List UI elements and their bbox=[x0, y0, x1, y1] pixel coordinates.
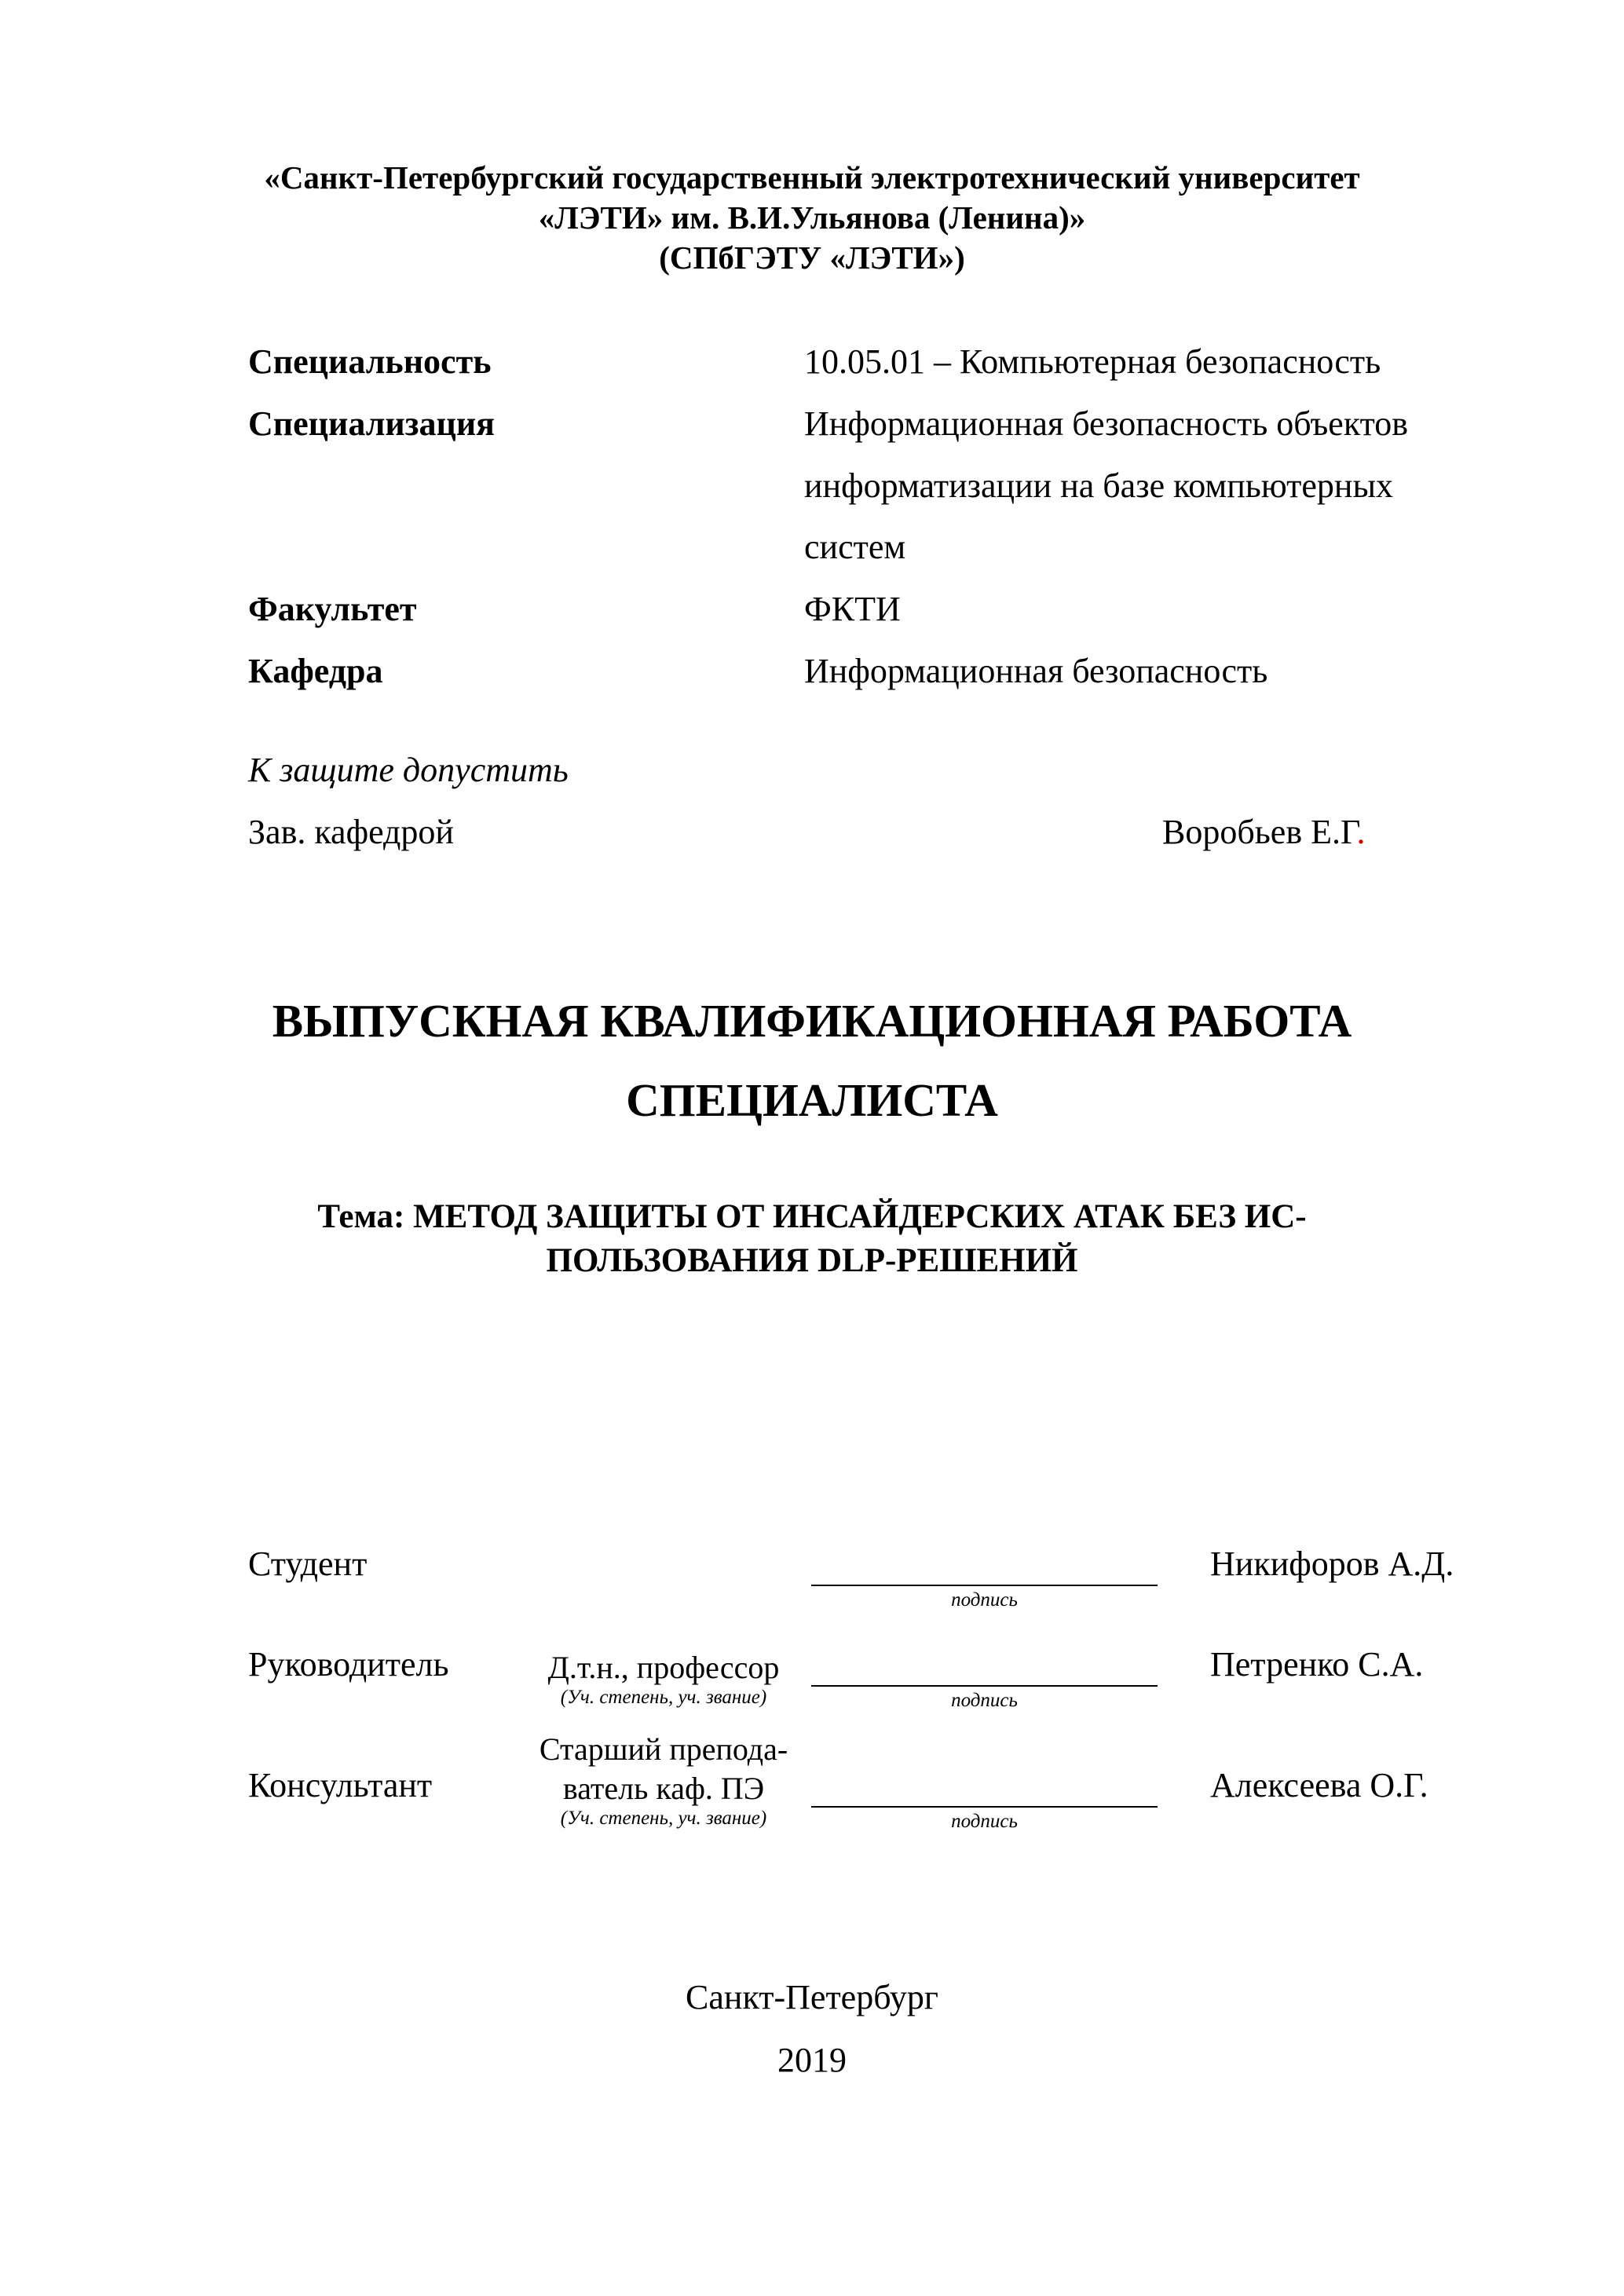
specialization-value-line1: Информационная безопасность объектов bbox=[804, 404, 1409, 443]
approval-caption: К защите допустить bbox=[248, 751, 569, 789]
head-name-dot: . bbox=[1356, 813, 1366, 851]
specialty-value: 10.05.01 – Компьютерная безопасность bbox=[804, 342, 1381, 381]
specialization-value-line3: систем bbox=[804, 528, 906, 566]
consultant-signature-line bbox=[811, 1806, 1158, 1808]
specialization-label: Специализация bbox=[248, 404, 495, 443]
specialization-value-line2: информатизации на базе компьютерных bbox=[804, 466, 1394, 505]
department-label: Кафедра bbox=[248, 652, 383, 690]
consultant-name: Алексеева О.Г. bbox=[1210, 1766, 1428, 1804]
supervisor-name: Петренко С.А. bbox=[1210, 1645, 1424, 1684]
thesis-title-line1: ВЫПУСКНАЯ КВАЛИФИКАЦИОННАЯ РАБОТА bbox=[272, 995, 1352, 1047]
topic-line2: ПОЛЬЗОВАНИЯ DLP-РЕШЕНИЙ bbox=[546, 1242, 1078, 1279]
specialty-label: Специальность bbox=[248, 342, 492, 381]
head-of-department-label: Зав. кафедрой bbox=[248, 813, 454, 851]
head-of-department-name bbox=[1162, 812, 1365, 852]
supervisor-role: Руководитель bbox=[248, 1645, 449, 1684]
thesis-title-line2: СПЕЦИАЛИСТА bbox=[626, 1074, 998, 1126]
supervisor-degree: Д.т.н., профессор bbox=[547, 1650, 780, 1685]
student-signature-caption: подпись bbox=[951, 1589, 1018, 1610]
consultant-degree-line1: Старший препода- bbox=[539, 1731, 788, 1767]
university-name-line1: «Санкт-Петербургский государственный электротехнический университет bbox=[264, 159, 1360, 196]
city: Санкт-Петербург bbox=[686, 1978, 938, 2016]
topic-line1: Тема: МЕТОД ЗАЩИТЫ ОТ ИНСАЙДЕРСКИХ АТАК БЕЗ ИС- bbox=[317, 1198, 1307, 1235]
supervisor-signature-line bbox=[811, 1685, 1158, 1687]
university-name-line2: «ЛЭТИ» им. В.И.Ульянова (Ленина)» bbox=[538, 199, 1086, 236]
student-name: Никифоров А.Д. bbox=[1210, 1545, 1454, 1583]
student-signature-line bbox=[811, 1585, 1158, 1586]
faculty-label: Факультет bbox=[248, 590, 417, 628]
consultant-role: Консультант bbox=[248, 1766, 433, 1804]
head-name-text: Воробьев Е.Г bbox=[1162, 813, 1357, 851]
supervisor-degree-caption: (Уч. степень, уч. звание) bbox=[560, 1687, 767, 1708]
consultant-degree-caption: (Уч. степень, уч. звание) bbox=[560, 1808, 767, 1829]
consultant-degree-line2: ватель каф. ПЭ bbox=[562, 1771, 765, 1806]
year: 2019 bbox=[777, 2041, 847, 2079]
supervisor-signature-caption: подпись bbox=[951, 1690, 1018, 1711]
consultant-signature-caption: подпись bbox=[951, 1811, 1018, 1832]
faculty-value: ФКТИ bbox=[804, 590, 901, 628]
department-value: Информационная безопасность bbox=[804, 652, 1268, 690]
student-role: Студент bbox=[248, 1545, 368, 1583]
university-abbreviation: (СПбГЭТУ «ЛЭТИ») bbox=[659, 239, 965, 276]
